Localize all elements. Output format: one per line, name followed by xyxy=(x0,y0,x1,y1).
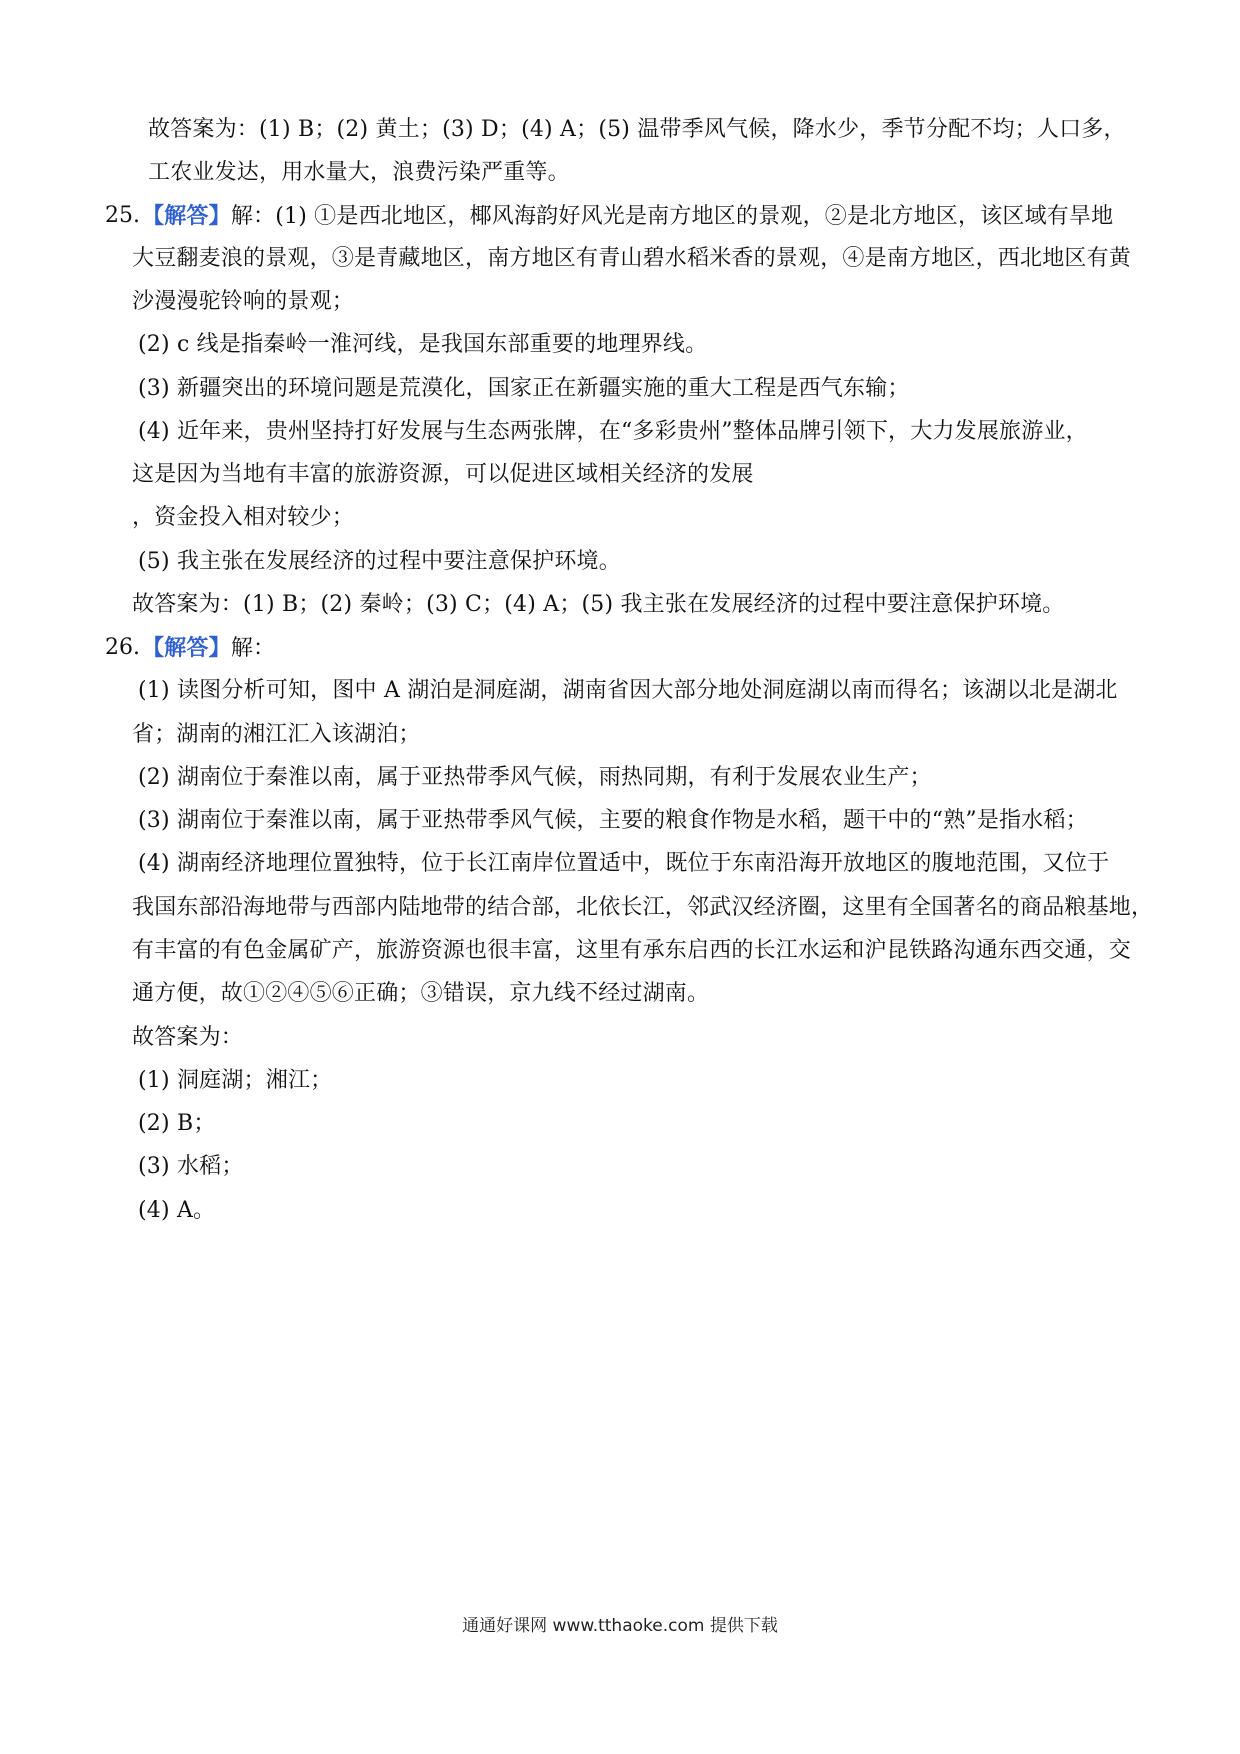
q25-part-4-line-2: 这是因为当地有丰富的旅游资源，可以促进区域相关经济的发展 xyxy=(132,462,754,487)
q26-part-4-line-2: 我国东部沿海地带与西部内陆地带的结合部，北依长江，邻武汉经济圈，这里有全国著名的商品粮基地， xyxy=(132,895,1154,920)
answer-tag: 【解答】 xyxy=(142,635,231,661)
answer-tag: 【解答】 xyxy=(142,203,231,229)
q26-answer-4: (4) A。 xyxy=(138,1198,216,1223)
q26-answer-2: (2) B； xyxy=(138,1111,216,1136)
q26-answer-label: 故答案为： xyxy=(132,1025,244,1050)
page-footer: 通通好课网 www.tthaoke.com 提供下载 xyxy=(462,1616,778,1636)
q25-p1-line-2: 大豆翻麦浪的景观，③是青藏地区，南方地区有青山碧水稻米香的景观，④是南方地区，西北地区有黄 xyxy=(132,246,1132,271)
q25-part-2: (2) c 线是指秦岭一淮河线，是我国东部重要的地理界线。 xyxy=(138,332,708,357)
question-26-intro: 解： xyxy=(230,636,276,661)
q26-answer-3: (3) 水稻； xyxy=(138,1154,244,1179)
q25-part-3: (3) 新疆突出的环境问题是荒漠化，国家正在新疆实施的重大工程是西气东输； xyxy=(138,376,910,401)
q26-part-1-line-2: 省；湖南的湘江汇入该湖泊； xyxy=(132,722,421,747)
q25-part-4-line-1: (4) 近年来，贵州坚持打好发展与生态两张牌，在“多彩贵州”整体品牌引领下，大力发展旅游业， xyxy=(138,419,1088,444)
q25-answer: 故答案为：(1) B；(2) 秦岭；(3) C；(4) A；(5) 我主张在发展经济的过程中要注意保护环境。 xyxy=(132,592,1065,617)
question-25-intro: 解：(1) ①是西北地区，椰风海韵好风光是南方地区的景观，②是北方地区，该区域有旱地 xyxy=(230,204,1114,229)
q25-p1-line-3: 沙漫漫驼铃响的景观； xyxy=(132,289,355,314)
question-25-first-line xyxy=(142,201,1113,232)
prev-answer-line-2: 工农业发达，用水量大，浪费污染严重等。 xyxy=(148,160,570,185)
q25-part-5: (5) 我主张在发展经济的过程中要注意保护环境。 xyxy=(138,549,621,574)
question-26-number: 26. xyxy=(105,635,140,660)
q26-part-1-line-1: (1) 读图分析可知，图中 A 湖泊是洞庭湖，湖南省因大部分地处洞庭湖以南而得名；该湖以北是湖北 xyxy=(138,678,1118,703)
q26-part-4-line-4: 通方便，故①②④⑤⑥正确；③错误，京九线不经过湖南。 xyxy=(132,981,710,1006)
q26-part-4-line-3: 有丰富的有色金属矿产，旅游资源也很丰富，这里有承东启西的长江水运和沪昆铁路沟通东西交通，交 xyxy=(132,938,1132,963)
q26-part-3: (3) 湖南位于秦淮以南，属于亚热带季风气候，主要的粮食作物是水稻，题干中的“熟”是指水稻； xyxy=(138,808,1088,833)
q25-part-4-line-3: ，资金投入相对较少； xyxy=(132,505,355,530)
question-26-first-line xyxy=(142,633,275,664)
q26-part-2: (2) 湖南位于秦淮以南，属于亚热带季风气候，雨热同期，有利于发展农业生产； xyxy=(138,765,932,790)
q26-answer-1: (1) 洞庭湖；湘江； xyxy=(138,1068,333,1093)
question-25-number: 25. xyxy=(105,203,140,228)
prev-answer-line-1: 故答案为：(1) B；(2) 黄土；(3) D；(4) A；(5) 温带季风气候，降水少，季节分配不均；人口多， xyxy=(148,117,1126,142)
q26-part-4-line-1: (4) 湖南经济地理位置独特，位于长江南岸位置适中，既位于东南沿海开放地区的腹地范围，又位于 xyxy=(138,851,1110,876)
